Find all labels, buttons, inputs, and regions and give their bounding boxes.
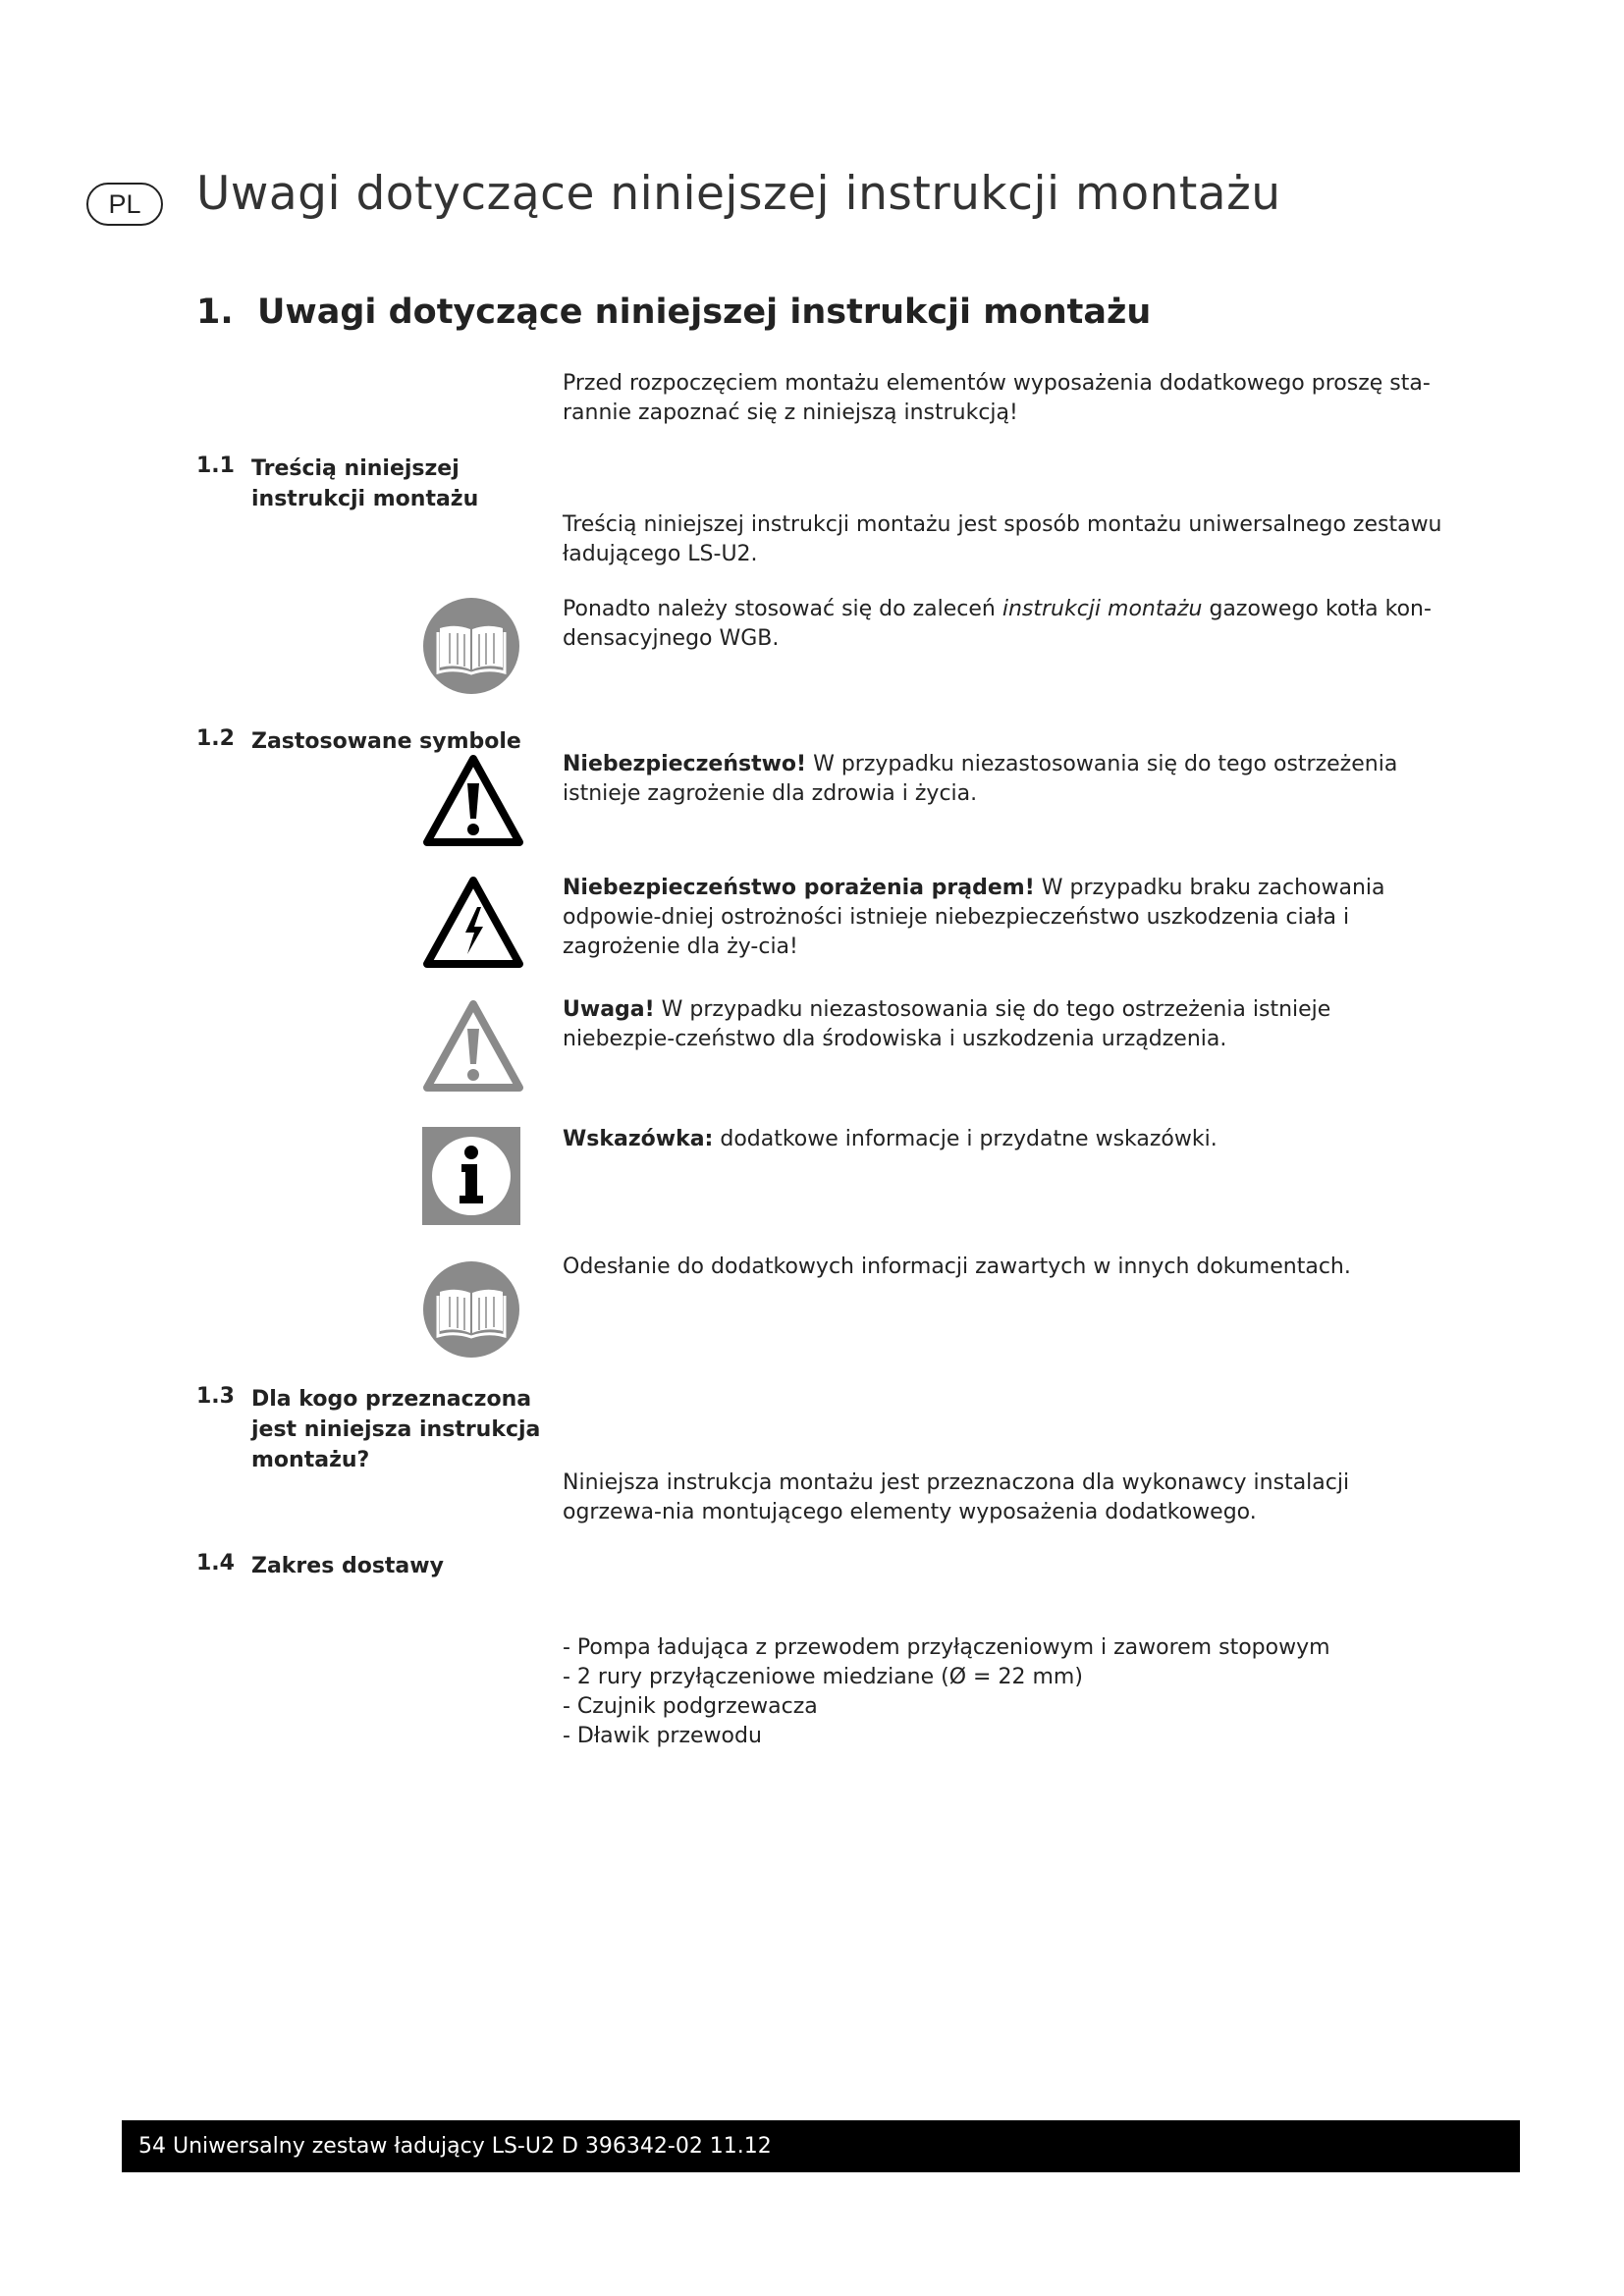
subsection-number: 1.2 <box>196 726 235 751</box>
intro-paragraph: Przed rozpoczęciem montażu elementów wyposażenia dodatkowego proszę sta-rannie zapoznać się z niniejszą instrukcją! <box>563 371 1431 425</box>
audience-paragraph: Niniejsza instrukcja montażu jest przeznaczona dla wykonawcy instalacji ogrzewa-nia montującego elementy wyposażenia dodatkowego. <box>563 1470 1350 1524</box>
electric-shock-text: W przypadku braku zachowania odpowie-dniej ostrożności istnieje niebezpieczeństwo uszkodzenia ciała i zagrożenie dla ży-cia! <box>563 876 1385 959</box>
subsection-title: Treścią niniejszej instrukcji montażu <box>251 456 479 511</box>
caution-text: W przypadku niezastosowania się do tego ostrzeżenia istnieje niebezpie-czeństwo dla środowiska i uszkodzenia urządzenia. <box>563 997 1331 1051</box>
section-heading <box>196 293 1151 332</box>
caution-description <box>563 995 1446 1054</box>
danger-description <box>563 750 1446 809</box>
subsection-number: 1.3 <box>196 1384 235 1409</box>
content-paragraph: Treścią niniejszej instrukcji montażu jest sposób montażu uniwersalnego zestawu ładującego LS-U2. <box>563 512 1442 566</box>
language-badge: PL <box>86 183 163 226</box>
subsection-title: Zastosowane symbole <box>251 729 521 754</box>
page-title: Uwagi dotyczące niniejszej instrukcji montażu <box>196 167 1281 221</box>
list-item: - Dławik przewodu <box>563 1724 762 1748</box>
subsection-number: 1.4 <box>196 1551 235 1575</box>
danger-text: W przypadku niezastosowania się do tego ostrzeżenia istnieje zagrożenie dla zdrowia i życia. <box>563 752 1398 806</box>
electric-shock-label: Niebezpieczeństwo porażenia prądem! <box>563 876 1035 900</box>
footer-bar: 54 Uniwersalny zestaw ładujący LS-U2 D 396342-02 11.12 <box>122 2120 1520 2172</box>
hint-label: Wskazówka: <box>563 1127 714 1151</box>
electric-shock-description <box>563 874 1446 962</box>
subsection-number: 1.1 <box>196 454 235 478</box>
hint-description <box>563 1125 1446 1154</box>
info-icon <box>422 1127 520 1229</box>
hint-text: dodatkowe informacje i przydatne wskazówki. <box>713 1127 1218 1151</box>
section-title: Uwagi dotyczące niniejszej instrukcji montażu <box>257 293 1152 332</box>
list-item: - 2 rury przyłączeniowe miedziane (Ø = 22 mm) <box>563 1665 1083 1689</box>
reference-description: Odesłanie do dodatkowych informacji zawartych w innych dokumentach. <box>563 1255 1351 1279</box>
electric-shock-warning-icon <box>422 876 524 974</box>
list-item: - Czujnik podgrzewacza <box>563 1694 818 1719</box>
delivery-list <box>563 1633 1446 1751</box>
danger-label: Niebezpieczeństwo! <box>563 752 807 776</box>
book-icon <box>422 1260 520 1362</box>
subsection-title: Zakres dostawy <box>251 1554 444 1578</box>
caution-warning-icon <box>422 999 524 1097</box>
subsection-title: Dla kogo przeznaczona jest niniejsza instrukcja montażu? <box>251 1387 541 1472</box>
reference-text-start: Ponadto należy stosować się do zaleceń <box>563 597 1002 621</box>
danger-warning-icon <box>422 754 524 852</box>
reference-doc-title: instrukcji montażu <box>1001 597 1203 621</box>
reference-text-end: gazowego kotła kon-densacyjnego WGB. <box>563 597 1432 651</box>
reference-paragraph <box>563 595 1446 654</box>
caution-label: Uwaga! <box>563 997 655 1022</box>
book-icon <box>422 597 520 699</box>
section-number: 1. <box>196 293 234 332</box>
list-item: - Pompa ładująca z przewodem przyłączeniowym i zaworem stopowym <box>563 1635 1330 1660</box>
